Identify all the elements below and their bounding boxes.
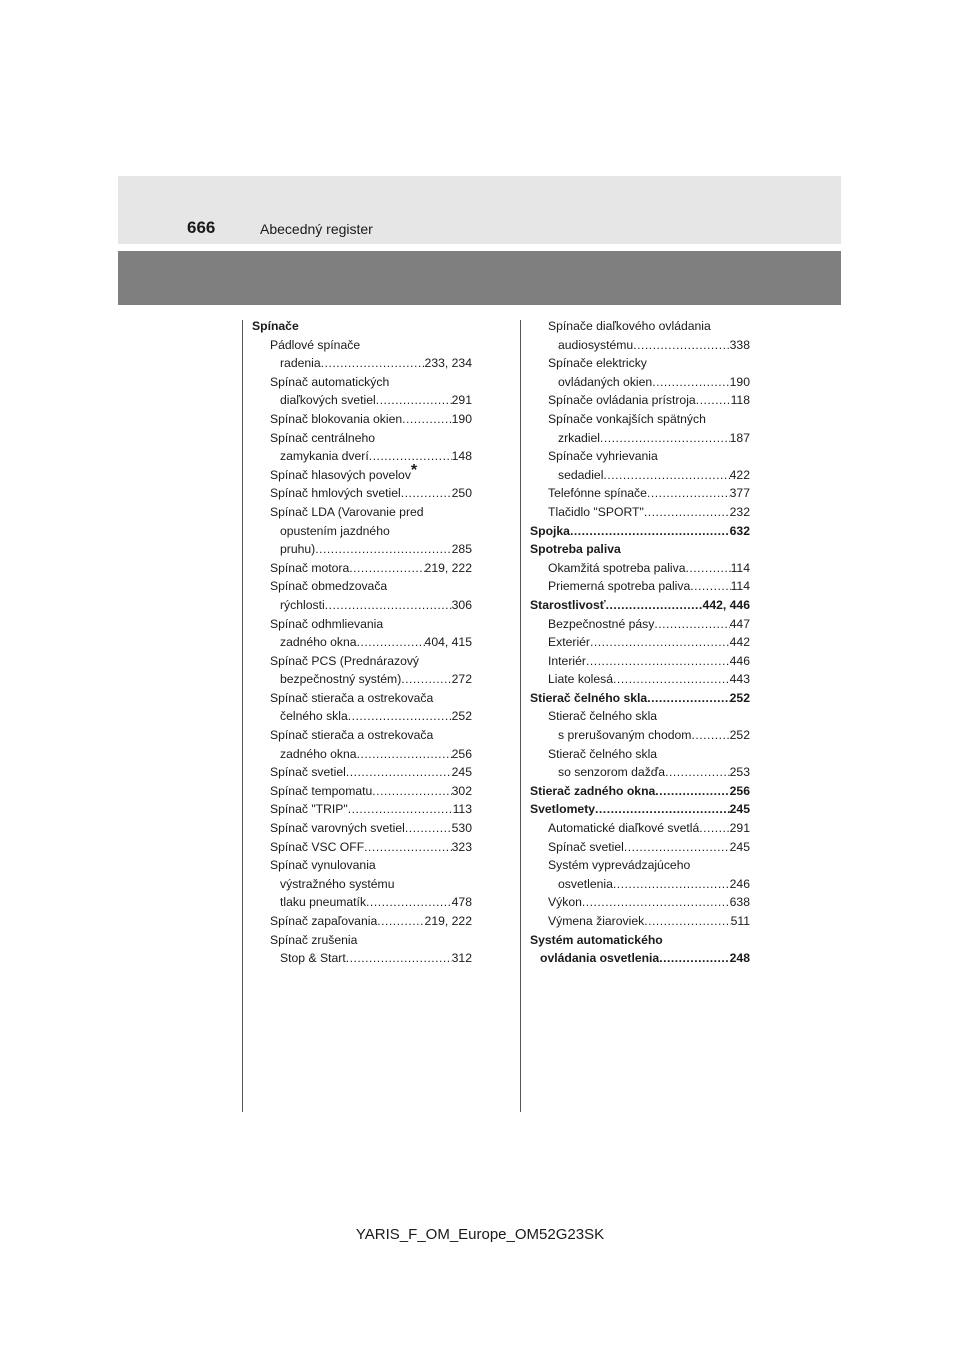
page-reference: 245 — [729, 802, 750, 817]
index-entry-line — [530, 391, 750, 410]
index-entry-line — [252, 707, 472, 726]
index-entry-line: výstražného systému — [280, 876, 395, 891]
index-entry-line — [530, 875, 750, 894]
entry-text: Telefónne spínače — [548, 486, 647, 501]
index-heading: Spínače — [252, 319, 299, 333]
entry-text: Spínač blokovania okien — [270, 411, 403, 426]
index-entry-line — [252, 838, 472, 857]
page-reference: 442 — [729, 635, 750, 650]
page-reference: 252 — [729, 728, 750, 743]
entry-text: Bezpečnostné pásy — [548, 616, 655, 631]
leader-dots — [376, 391, 452, 410]
entry-text: zadného okna — [280, 635, 357, 650]
leader-dots — [405, 819, 452, 838]
index-entry-line: Spínače vonkajších spätných — [548, 411, 706, 426]
index-entry-line — [530, 484, 750, 503]
leader-dots — [655, 782, 729, 801]
page-reference: 404, 415 — [424, 635, 472, 650]
leader-dots — [647, 484, 730, 503]
leader-dots — [624, 838, 730, 857]
index-entry-line: Spínač LDA (Varovanie pred — [270, 504, 424, 519]
entry-text: Liate kolesá — [548, 672, 614, 687]
index-entry-line — [252, 391, 472, 410]
page-reference: 447 — [729, 616, 750, 631]
page-reference: 113 — [452, 802, 472, 817]
page-reference: 377 — [729, 486, 750, 501]
leader-dots — [349, 559, 424, 578]
index-entry-line: Spínač stierača a ostrekovača — [270, 690, 434, 705]
page-reference: 187 — [729, 430, 750, 445]
index-entry-line: Spínač PCS (Prednárazový — [270, 653, 420, 668]
entry-text: Spínač hmlových svetiel — [270, 486, 401, 501]
footnote-star-icon: * — [410, 461, 418, 479]
index-entry-line — [252, 447, 472, 466]
leader-dots — [644, 912, 730, 931]
page-reference: 306 — [451, 597, 472, 612]
index-entry-line — [252, 949, 472, 968]
index-entry-line — [530, 670, 750, 689]
leader-dots — [377, 912, 424, 931]
index-entry-line: opustením jazdného — [280, 523, 390, 538]
index-entry-line: Spotreba paliva — [530, 542, 621, 557]
index-entry-line — [252, 763, 472, 782]
page-reference: 253 — [729, 765, 750, 780]
leader-dots — [372, 782, 451, 801]
entry-text: Spínač VSC OFF — [270, 839, 365, 854]
leader-dots — [325, 596, 452, 615]
index-entry-line: Spínače elektricky — [548, 356, 647, 371]
index-entry-line — [530, 466, 750, 485]
entry-text: sedadiel — [558, 467, 604, 482]
entry-text: rýchlosti — [280, 597, 325, 612]
entry-text: Okamžitá spotreba paliva — [548, 560, 686, 575]
leader-dots — [348, 707, 452, 726]
document-code: YARIS_F_OM_Europe_OM52G23SK — [355, 1226, 605, 1243]
page-reference: 233, 234 — [424, 356, 472, 371]
page-reference: 272 — [451, 672, 472, 687]
index-entry-line — [530, 633, 750, 652]
index-entry-line: Spínač automatických — [270, 374, 390, 389]
index-entry-line: Spínače diaľkového ovládania — [548, 319, 711, 333]
leader-dots — [654, 615, 729, 634]
entry-text: Spínač zapaľovania — [270, 914, 378, 928]
page-reference: 312 — [451, 951, 472, 966]
entry-text: zadného okna — [280, 746, 357, 761]
index-entry-line — [530, 800, 750, 819]
leader-dots — [582, 893, 730, 912]
leader-dots — [315, 540, 451, 559]
index-entry-line — [530, 577, 750, 596]
leader-dots — [366, 893, 452, 912]
entry-text: audiosystému — [558, 337, 634, 352]
page-reference: 148 — [451, 449, 472, 464]
leader-dots — [659, 949, 729, 968]
page-reference: 422 — [729, 467, 750, 482]
index-entry-line: Stierač čelného skla — [548, 746, 658, 761]
index-entry-line — [252, 461, 472, 485]
index-entry-line — [252, 670, 472, 689]
leader-dots — [346, 763, 452, 782]
entry-text: Spínač svetiel — [270, 765, 346, 780]
leader-dots — [364, 838, 452, 857]
leader-dots — [686, 559, 731, 578]
entry-text: so senzorom dažďa — [558, 765, 666, 780]
index-entry-line: Spínač centrálneho — [270, 430, 376, 445]
leader-dots — [647, 689, 729, 708]
index-entry-line — [530, 763, 750, 782]
index-entry-line — [530, 503, 750, 522]
leader-dots — [613, 875, 730, 894]
leader-dots — [357, 745, 452, 764]
entry-text: diaľkových svetiel — [280, 393, 376, 408]
leader-dots — [590, 633, 730, 652]
index-entry-line — [252, 410, 472, 429]
page-reference: 478 — [451, 895, 472, 910]
leader-dots — [357, 633, 425, 652]
index-entry-line — [530, 559, 750, 578]
index-entry-line: Systém automatického — [530, 932, 663, 947]
leader-dots — [690, 577, 730, 596]
index-entry-line: Pádlové spínače — [270, 337, 361, 352]
leader-dots — [696, 391, 731, 410]
leader-dots — [346, 949, 452, 968]
leader-dots — [691, 726, 729, 745]
page-reference: 302 — [451, 783, 472, 798]
entry-text: čelného skla — [280, 709, 348, 724]
entry-text: Stierač zadného okna — [530, 783, 656, 798]
leader-dots — [600, 429, 730, 448]
page-reference: 246 — [729, 876, 750, 891]
page-reference: 443 — [729, 672, 750, 687]
entry-text: Spínač svetiel — [548, 839, 624, 854]
page-reference: 250 — [451, 486, 472, 501]
entry-text: zamykania dverí — [280, 449, 369, 464]
index-entry-line — [252, 540, 472, 559]
page-reference: 190 — [729, 374, 750, 389]
index-entry-line — [252, 596, 472, 615]
entry-text: Priemerná spotreba paliva — [548, 579, 691, 594]
entry-text: ovládania osvetlenia — [540, 951, 660, 966]
leader-dots — [595, 800, 730, 819]
entry-text: tlaku pneumatík — [280, 895, 367, 910]
index-entry-line: Spínač stierača a ostrekovača — [270, 728, 434, 743]
entry-text: bezpečnostný systém) — [280, 672, 402, 687]
page-reference: 248 — [729, 951, 750, 966]
leader-dots — [606, 596, 703, 615]
leader-dots — [586, 652, 730, 671]
leader-dots — [603, 466, 729, 485]
entry-text: Spínač tempomatu — [270, 783, 373, 798]
index-entry-line — [530, 596, 750, 615]
page-reference: 114 — [730, 579, 750, 594]
index-entry-line — [252, 633, 472, 652]
page-reference: 232 — [729, 504, 750, 519]
page-reference: 245 — [729, 839, 750, 854]
index-entry-line — [530, 949, 750, 968]
page-reference: 245 — [451, 765, 472, 780]
page-reference: 190 — [451, 411, 472, 426]
index-entry-line — [530, 912, 750, 931]
entry-text: Stop & Start — [280, 951, 346, 966]
section-tab-band — [118, 251, 841, 305]
index-entry-line — [252, 559, 472, 578]
entry-text: Svetlomety — [530, 802, 596, 817]
left-index-column — [252, 317, 472, 968]
index-entry-line: Systém vyprevádzajúceho — [548, 858, 691, 873]
index-entry-line — [252, 819, 472, 838]
index-entry-line: Spínač vynulovania — [270, 858, 376, 873]
page-reference: 219, 222 — [424, 914, 472, 928]
index-entry-line — [252, 484, 472, 503]
index-entry-line — [252, 354, 472, 373]
index-entry-line — [530, 689, 750, 708]
page-reference: 219, 222 — [424, 560, 472, 575]
index-entry-line — [530, 336, 750, 355]
leader-dots — [402, 410, 452, 429]
leader-dots — [699, 819, 729, 838]
leader-dots — [613, 670, 730, 689]
entry-text: Spínač varovných svetiel — [270, 821, 405, 836]
index-entry-line: Spínače vyhrievania — [548, 449, 658, 464]
page-reference: 338 — [729, 337, 750, 352]
entry-text: ovládaných okien — [558, 374, 653, 389]
page-reference: 252 — [729, 690, 750, 705]
entry-text: Interiér — [548, 653, 586, 668]
entry-text: pruhu) — [280, 542, 316, 557]
index-entry-line: Spínač obmedzovača — [270, 579, 388, 594]
page-reference: 632 — [729, 523, 750, 538]
leader-dots — [665, 763, 730, 782]
entry-text: zrkadiel — [558, 430, 600, 445]
right-index-column — [530, 317, 750, 968]
index-entry-line — [252, 782, 472, 801]
index-entry-line — [252, 800, 472, 819]
index-entry-line: Spínač odhmlievania — [270, 616, 384, 631]
entry-text: Spínače ovládania prístroja — [548, 393, 696, 408]
page-reference: 638 — [729, 895, 750, 910]
page-reference: 285 — [451, 542, 472, 557]
left-column-rule — [242, 320, 243, 1112]
index-entry-line — [530, 726, 750, 745]
right-column-rule — [520, 320, 521, 1112]
entry-text: Stierač čelného skla — [530, 690, 648, 705]
entry-text: Exteriér — [548, 635, 590, 650]
entry-text: Spojka — [530, 523, 570, 538]
entry-text: radenia — [280, 356, 321, 371]
entry-text: Spínač hlasových povelov — [270, 467, 411, 482]
entry-text: Spínač motora — [270, 560, 350, 575]
page-reference: 511 — [730, 914, 750, 928]
page-reference: 256 — [729, 783, 750, 798]
page-reference: 323 — [451, 839, 472, 854]
leader-dots — [644, 503, 730, 522]
leader-dots — [401, 670, 451, 689]
leader-dots — [348, 800, 453, 819]
index-entry-line — [530, 838, 750, 857]
page-reference: 530 — [451, 821, 472, 836]
index-entry-line — [530, 782, 750, 801]
index-entry-line: Stierač čelného skla — [548, 709, 658, 724]
entry-text: osvetlenia — [558, 876, 613, 891]
entry-text: Výkon — [548, 895, 582, 910]
index-entry-line — [530, 615, 750, 634]
index-entry-line — [530, 522, 750, 541]
index-entry-line — [530, 652, 750, 671]
page-reference: 446 — [729, 653, 750, 668]
leader-dots — [633, 336, 729, 355]
page-reference: 291 — [451, 393, 472, 408]
page-reference: 291 — [729, 821, 750, 836]
leader-dots — [401, 484, 452, 503]
leader-dots — [321, 354, 425, 373]
entry-text: Tlačidlo "SPORT" — [548, 504, 644, 519]
index-entry-line — [252, 745, 472, 764]
index-entry-line — [530, 373, 750, 392]
entry-text: Automatické diaľkové svetlá — [548, 821, 700, 836]
header-band — [118, 176, 841, 244]
index-entry-line — [252, 893, 472, 912]
index-entry-line — [252, 912, 472, 931]
page-reference: 252 — [451, 709, 472, 724]
index-entry-line — [530, 429, 750, 448]
entry-text: s prerušovaným chodom — [558, 728, 692, 743]
page-reference: 256 — [451, 746, 472, 761]
index-entry-line: Spínač zrušenia — [270, 932, 358, 947]
index-entry-line — [530, 819, 750, 838]
index-entry-line — [530, 893, 750, 912]
entry-text: Výmena žiaroviek — [548, 914, 645, 928]
leader-dots — [652, 373, 729, 392]
entry-text: Spínač "TRIP" — [270, 802, 348, 817]
page-reference: 442, 446 — [702, 597, 750, 612]
leader-dots — [570, 522, 730, 541]
page-reference: 114 — [730, 560, 750, 575]
section-title: Abecedný register — [260, 221, 373, 237]
entry-text: Starostlivosť — [530, 597, 606, 612]
page-reference: 118 — [730, 393, 750, 408]
page-number: 666 — [187, 218, 216, 237]
